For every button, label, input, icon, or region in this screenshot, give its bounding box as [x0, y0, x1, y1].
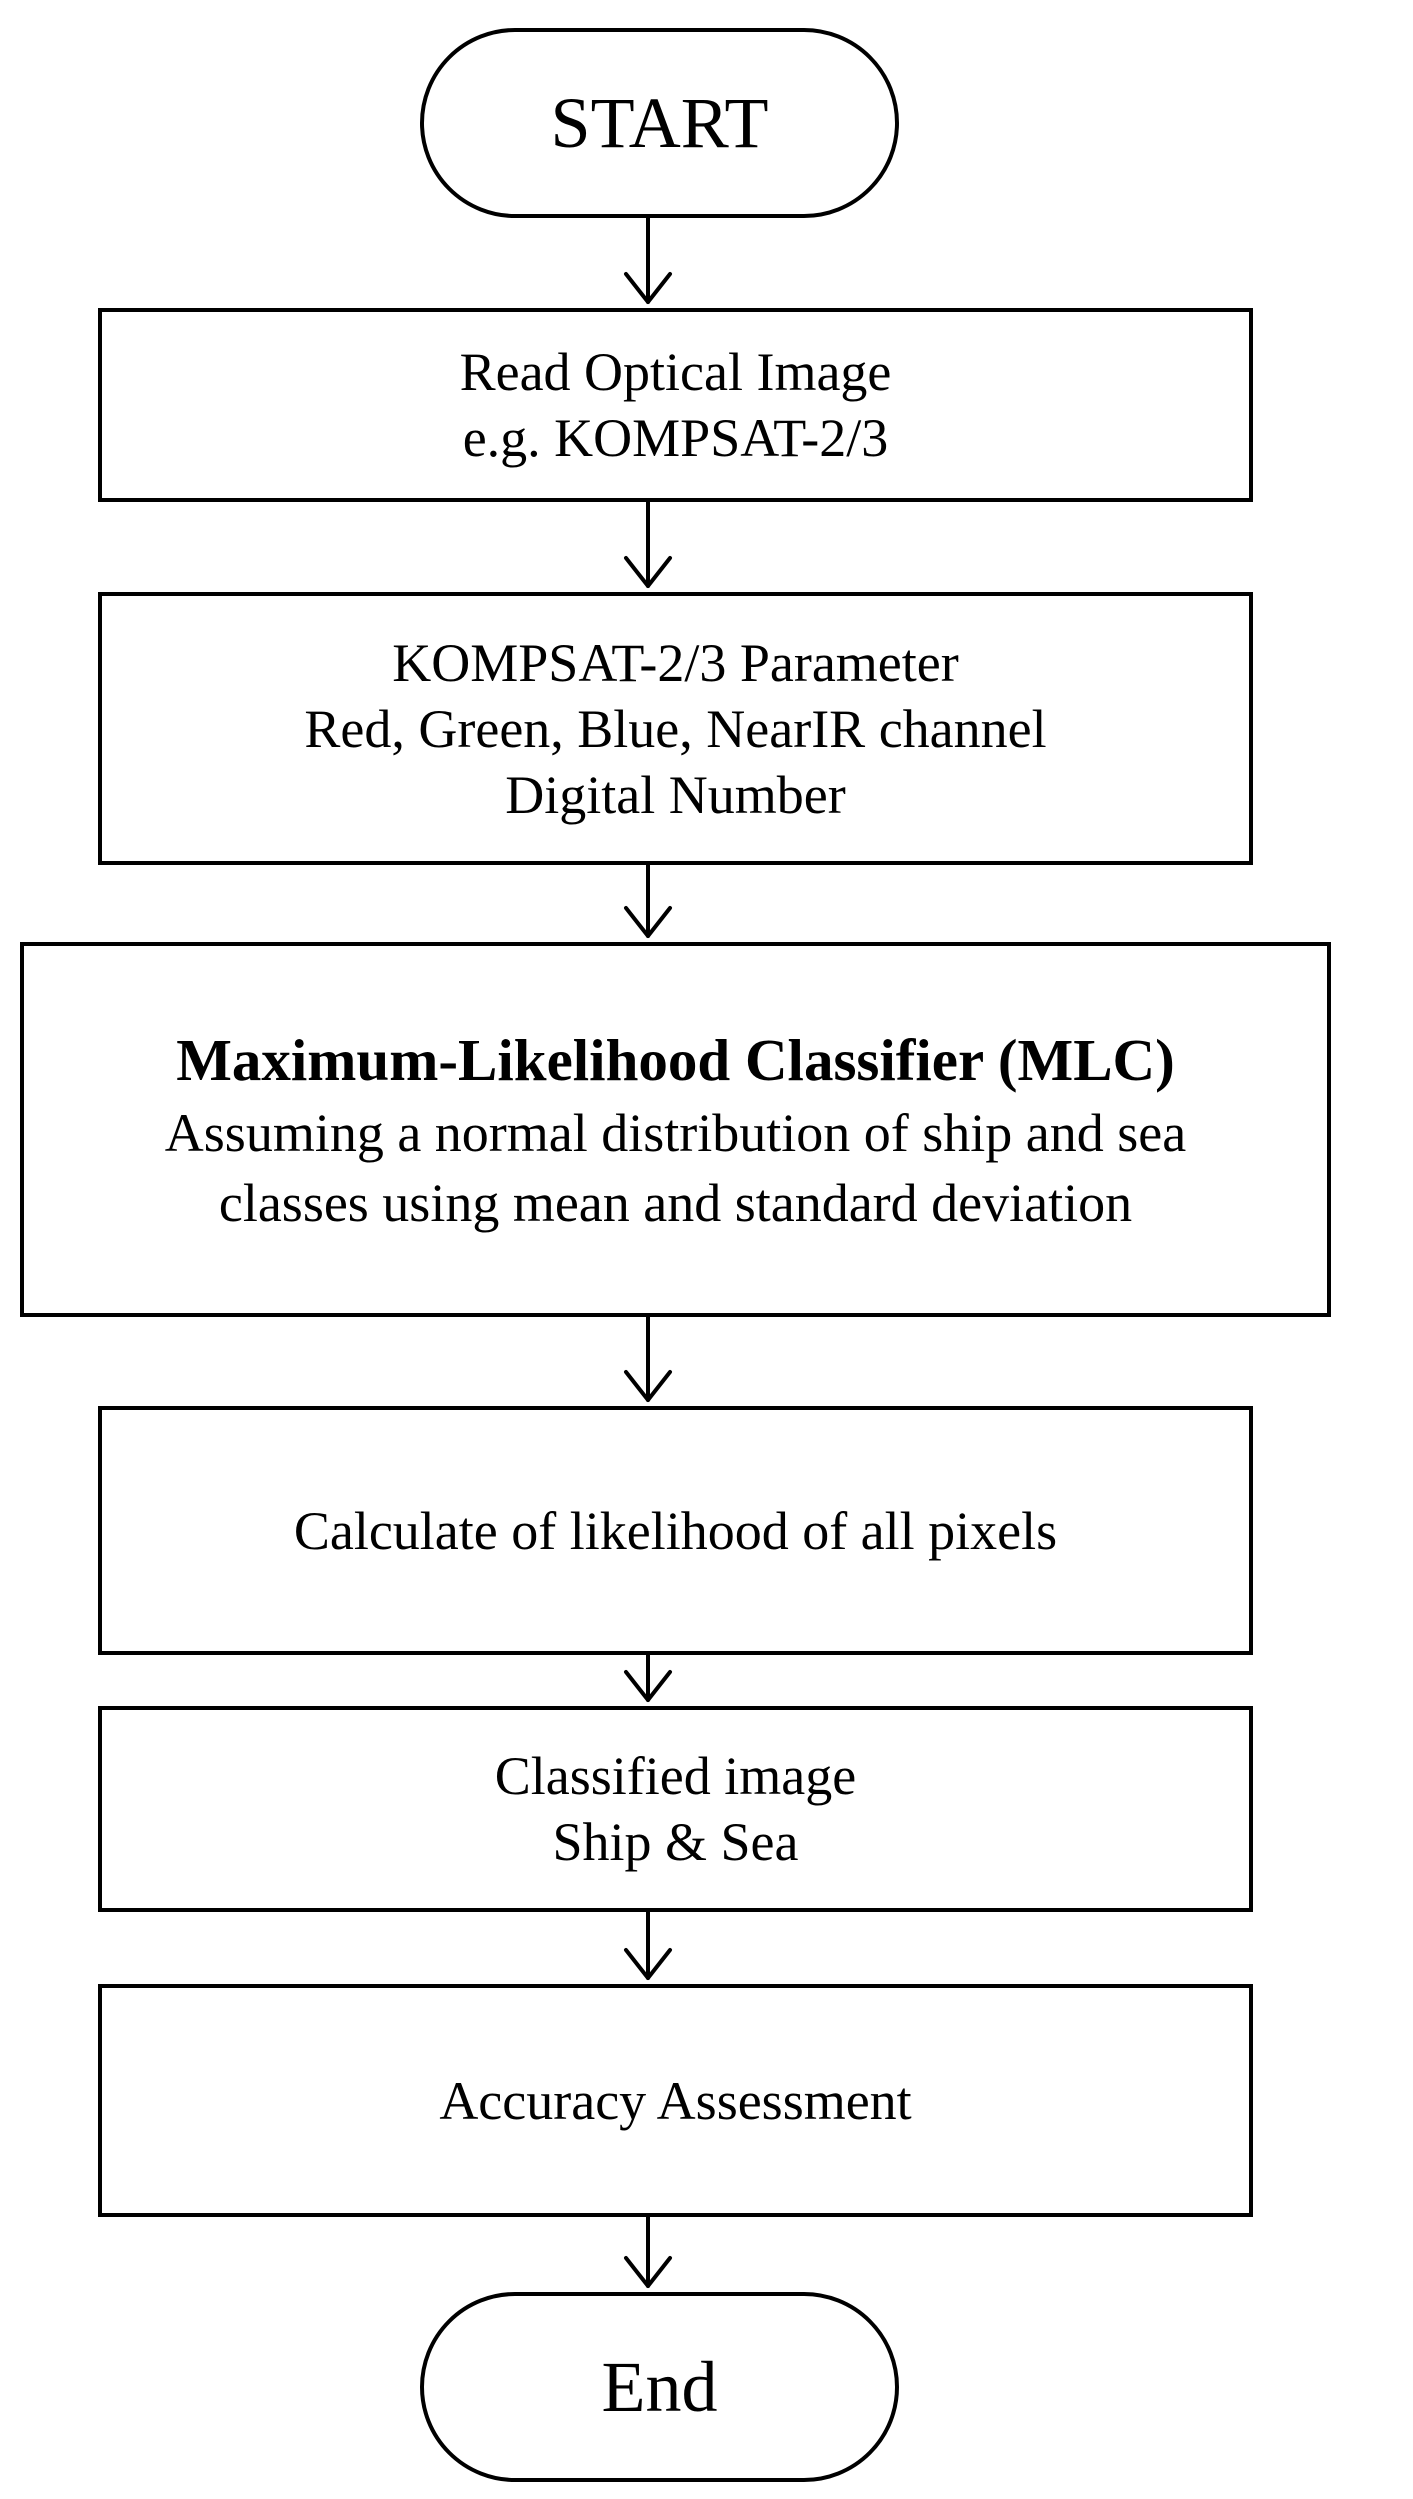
classified-image-classes: Ship & Sea [552, 1812, 799, 1872]
arrow-classifier-to-likelihood [626, 1317, 670, 1400]
arrow-accuracy-to-end [626, 2217, 670, 2286]
classified-image-step [98, 1706, 1253, 1912]
arrow-parameters-to-classifier [626, 865, 670, 936]
start-label: START [550, 82, 769, 163]
end-label: End [601, 2346, 718, 2427]
accuracy-step [98, 1984, 1253, 2217]
arrow-classified-to-accuracy [626, 1912, 670, 1978]
classifier-description-line-2: classes using mean and standard deviation [218, 1172, 1133, 1233]
parameters-channels: Red, Green, Blue, NearIR channel [304, 698, 1047, 759]
parameters-step [98, 592, 1253, 865]
classifier-title: Maximum-Likelihood Classifier (MLC) [176, 1026, 1175, 1093]
arrow-read-to-parameters [626, 502, 670, 586]
likelihood-label: Calculate of likelihood of all pixels [293, 1500, 1058, 1561]
start-terminal [420, 28, 899, 218]
parameters-title: KOMPSAT-2/3 Parameter [392, 632, 959, 693]
arrow-likelihood-to-classified [626, 1655, 670, 1700]
end-terminal [420, 2292, 899, 2482]
read-image-example: e.g. KOMPSAT-2/3 [462, 408, 889, 468]
likelihood-step [98, 1406, 1253, 1655]
classifier-step [20, 942, 1331, 1317]
accuracy-label: Accuracy Assessment [439, 2070, 912, 2131]
arrow-start-to-read [626, 218, 670, 302]
parameters-digital-number: Digital Number [505, 764, 846, 825]
read-image-step [98, 308, 1253, 502]
classified-image-title: Classified image [494, 1746, 857, 1806]
classifier-description-line-1: Assuming a normal distribution of ship and sea [164, 1102, 1187, 1163]
read-image-title: Read Optical Image [459, 342, 892, 402]
